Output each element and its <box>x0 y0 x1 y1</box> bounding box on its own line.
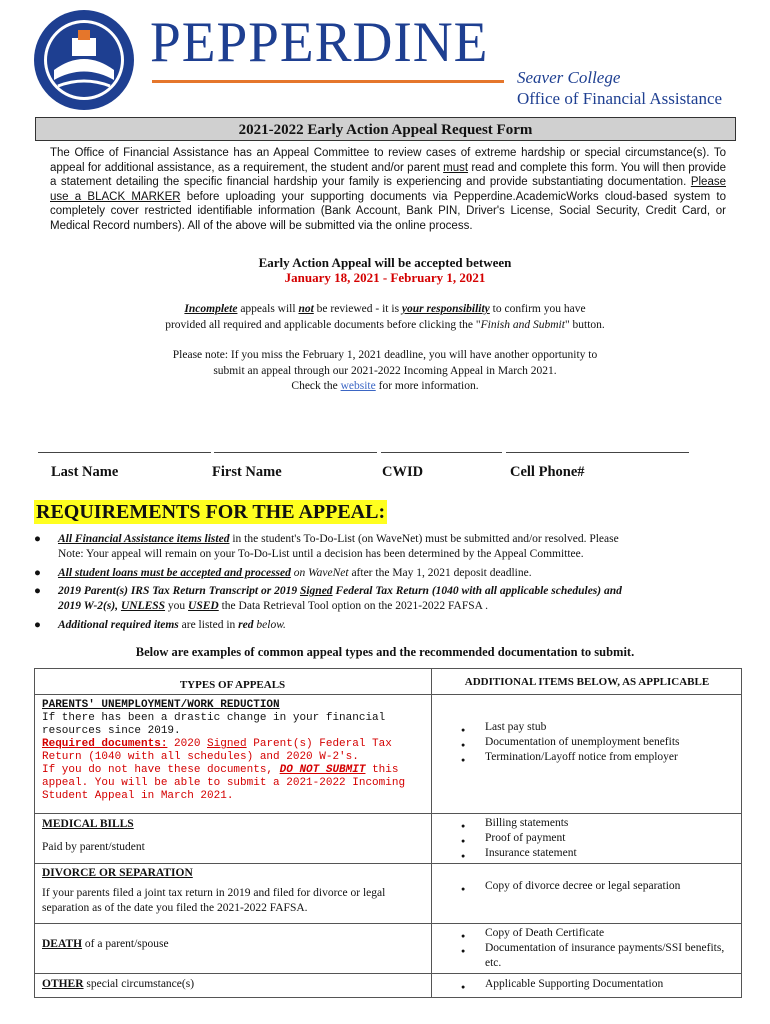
deadline-note-line3: Check the website for more information. <box>291 380 479 392</box>
medical-bills-text: Paid by parent/student <box>42 841 145 853</box>
bullet-icon: ● <box>34 619 41 631</box>
first-name-label: First Name <box>212 464 282 480</box>
table-column-divider <box>431 668 432 998</box>
list-item: ● Insurance statement <box>485 846 735 861</box>
requirement-item-1: All Financial Assistance items listed in the student's To-Do-List (on WaveNet) must be submitted and/or resolved. Please Note: Your appeal will remain on your To-Do-List until a decision has been determined by the Appeal Committee. <box>58 533 619 560</box>
divorce-items <box>485 879 735 894</box>
last-name-label: Last Name <box>51 464 119 480</box>
divorce-text: If your parents filed a joint tax return in 2019 and filed for divorce or legal separation as of the date you filed the 2021-2022 FAFSA. <box>42 887 386 914</box>
incomplete-warning-line2: provided all required and applicable documents before clicking the "Finish and Submit" button. <box>165 319 605 331</box>
table-header-items: ADDITIONAL ITEMS BELOW, AS APPLICABLE <box>464 676 710 688</box>
list-item: ● Termination/Layoff notice from employer <box>485 750 735 765</box>
table-row-divider <box>34 923 742 924</box>
table-row-divider <box>34 813 742 814</box>
black-marker-emphasis: Please use a BLACK MARKER <box>50 176 726 203</box>
table-row-divider <box>34 694 742 695</box>
university-wordmark: PEPPERDINE <box>150 11 489 74</box>
appeal-window-heading: Early Action Appeal will be accepted between <box>258 255 512 270</box>
table-row-divider <box>34 973 742 974</box>
website-link[interactable]: website <box>340 380 376 392</box>
form-title: 2021-2022 Early Action Appeal Request Form <box>35 117 736 141</box>
cell-phone-line[interactable] <box>506 452 689 453</box>
bullet-icon: ● <box>34 533 41 545</box>
university-seal-logo <box>32 8 136 112</box>
examples-heading: Below are examples of common appeal types and the recommended documentation to submit. <box>135 645 635 659</box>
office-name: Office of Financial Assistance <box>517 89 723 108</box>
requirement-item-3: 2019 Parent(s) IRS Tax Return Transcript or 2019 Signed Federal Tax Return (1040 with all applicable schedules) and 2019 W-2(s), UNLESS you USED the Data Retrieval Tool option on the 2021-2022 FAFSA . <box>58 585 622 612</box>
table-row-unemployment: PARENTS' UNEMPLOYMENT/WORK REDUCTION If there has been a drastic change in your financial resources since 2019. Required documents: 2020 Signed Parent(s) Federal Tax Return (1040 with all schedules) and 2020 W-2's. If you do not have these documents, DO NOT SUBMIT this appeal. You will be able to submit a 2021-2022 Incoming Student Appeal in March 2021. <box>42 699 406 802</box>
cell-phone-label: Cell Phone# <box>510 464 585 480</box>
list-item: ● Documentation of insurance payments/SSI benefits, etc. <box>485 941 735 971</box>
deadline-note-line1: Please note: If you miss the February 1, 2021 deadline, you will have another opportunity to <box>172 349 598 361</box>
must-emphasis: must <box>443 161 469 174</box>
other-row: OTHER special circumstance(s) <box>42 978 195 990</box>
medical-bills-title: MEDICAL BILLS <box>42 818 134 830</box>
requirement-item-2: All student loans must be accepted and processed on WaveNet after the May 1, 2021 deposit deadline. <box>58 567 532 579</box>
list-item: ● Billing statements <box>485 816 735 831</box>
divorce-title: DIVORCE OR SEPARATION <box>42 867 193 879</box>
cwid-line[interactable] <box>381 452 502 453</box>
wordmark-underline <box>152 80 504 83</box>
list-item: ● Last pay stub <box>485 720 735 735</box>
table-row-divider <box>34 863 742 864</box>
cwid-label: CWID <box>382 464 424 480</box>
list-item: ● Applicable Supporting Documentation <box>485 977 735 992</box>
last-name-line[interactable] <box>38 452 211 453</box>
list-item: ● Copy of divorce decree or legal separation <box>485 879 735 894</box>
incomplete-warning-line1: Incomplete appeals will not be reviewed - it is your responsibility to confirm you have <box>184 303 586 315</box>
list-item: ● Proof of payment <box>485 831 735 846</box>
bullet-icon: ● <box>34 567 41 579</box>
requirements-heading: REQUIREMENTS FOR THE APPEAL: <box>36 501 386 523</box>
first-name-line[interactable] <box>214 452 377 453</box>
college-name: Seaver College <box>517 68 621 87</box>
requirement-item-4: Additional required items are listed in red below. <box>58 619 286 631</box>
unemployment-items <box>485 720 735 765</box>
intro-paragraph: The Office of Financial Assistance has an Appeal Committee to review cases of extreme hardship or special circumstance(s). To appeal for additional assistance, as a requirement, the student and/or parent must read and complete this form. You will then provide a statement detailing the specific financial hardship your family is experiencing and provide substantiating documentation. Please use a BLACK MARKER before uploading your supporting documents via Pepperdine.AcademicWorks cloud-based system to completely cover restricted identifiable information (Bank Account, Bank PIN, Driver's License, Social Security, Credit Card, or Medical Record numbers). All of the above will be submitted via the online process. <box>50 147 727 232</box>
deadline-note-line2: submit an appeal through our 2021-2022 Incoming Appeal in March 2021. <box>213 365 557 377</box>
death-row: DEATH of a parent/spouse <box>42 938 169 950</box>
table-header-types: TYPES OF APPEALS <box>179 679 286 691</box>
death-items <box>485 926 735 971</box>
list-item: ● Copy of Death Certificate <box>485 926 735 941</box>
medical-items <box>485 816 735 861</box>
bullet-icon: ● <box>34 585 41 597</box>
list-item: ● Documentation of unemployment benefits <box>485 735 735 750</box>
other-items <box>485 977 735 992</box>
appeal-window-dates: January 18, 2021 - February 1, 2021 <box>284 270 486 285</box>
